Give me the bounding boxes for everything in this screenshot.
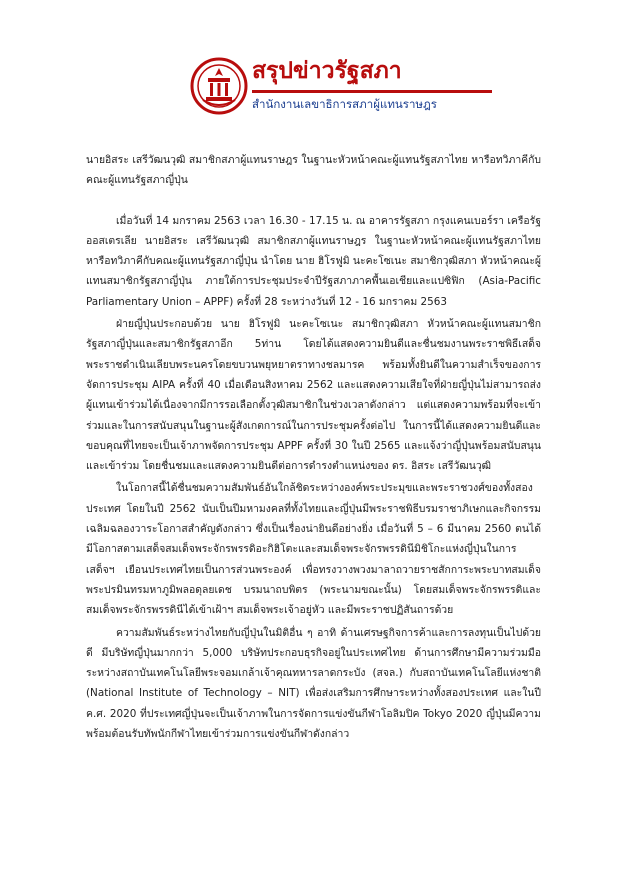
page-header xyxy=(190,56,520,118)
paragraph-4: ความสัมพันธ์ระหว่างไทยกับญี่ปุ่นในมิติอื่น ๆ อาทิ ด้านเศรษฐกิจการค้าและการลงทุนเป็นไปด้วยดี มีบริษัทญี่ปุ่นมากกว่า 5,000 บริษัทประกอบธุรกิจอยู่ในประเทศไทย ด้านการศึกษามีความร่วมมือระหว่างสถาบันเทคโนโลยีพระจอมเกล้าเจ้าคุณทหารลาดกระบัง (สจล.) กับสถาบันเทคโนโลยีแห่งชาติ (National Institute of Technology – NIT) เพื่อส่งเสริมการศึกษาระหว่างทั้งสองประเทศ และในปี ค.ศ. 2020 ที่ประเทศญี่ปุ่นจะเป็นเจ้าภาพในการจัดการแข่งขันกีฬาโอลิมปิค Tokyo 2020 ญี่ปุ่นมีความพร้อมต้อนรับทัพนักกีฬาไทยเข้าร่วมการแข่งขันกีฬาดังกล่าว xyxy=(86,626,541,741)
paragraph-1: เมื่อวันที่ 14 มกราคม 2563 เวลา 16.30 - 17.15 น. ณ อาคารรัฐสภา กรุงแคนเบอร์รา เครือรัฐออสเตรเลีย นายอิสระ เสรีวัฒนวุฒิ สมาชิกสภาผู้แทนราษฎร ในฐานะหัวหน้าคณะผู้แทนรัฐสภาไทย หารือทวิภาคีกับคณะผู้แทนรัฐสภาญี่ปุ่น นำโดย นาย ฮิโรฟูมิ นะคะโซเนะ สมาชิกวุฒิสภา หัวหน้าคณะผู้แทนสมาชิกรัฐสภาญี่ปุ่น ภายใต้การประชุมประจำปีรัฐสภาภาคพื้นเอเชียและแปซิฟิก (Asia-Pacific Parliamentary Union – APPF) ครั้งที่ 28 ระหว่างวันที่ 12 - 16 มกราคม 2563 xyxy=(86,214,541,308)
brand-title: สรุปข่าวรัฐสภา xyxy=(252,58,402,84)
brand-subtitle: สำนักงานเลขาธิการสภาผู้แทนราษฎร xyxy=(252,97,437,111)
parliament-seal-icon xyxy=(190,56,248,116)
brand-divider xyxy=(252,90,492,93)
paragraph-3: ในโอกาสนี้ได้ชื่นชมความสัมพันธ์อันใกล้ชิดระหว่างองค์พระประมุขและพระราชวงศ์ของทั้งสองประเทศ โดยในปี 2562 นับเป็นปีมหามงคลที่ทั้งไทยและญี่ปุ่นมีพระราชพิธีบรมราชาภิเษกและกิจกรรมเฉลิมฉลองวาระโอกาสสำคัญดังกล่าว ซึ่งเป็นเรื่องน่ายินดีอย่างยิ่ง เมื่อวันที่ 5 – 6 มีนาคม 2560 ตนได้มีโอกาสตามเสด็จสมเด็จพระจักรพรรดิอะกิฮิโตะและสมเด็จพระจักรพรรดินีมิชิโกะแห่งญี่ปุ่นในการเสด็จฯ เยือนประเทศไทยเป็นการส่วนพระองค์ เพื่อทรงวางพวงมาลาถวายราชสักการะพระบาทสมเด็จพระปรมินทรมหาภูมิพลอดุลยเดช บรมนาถบพิตร (พระนามขณะนั้น) โดยสมเด็จพระจักรพรรดิและสมเด็จพระจักรพรรดินีได้เข้าเฝ้าฯ สมเด็จพระเจ้าอยู่หัว และมีพระราชปฏิสันถารด้วย xyxy=(86,482,541,617)
paragraph-2: ฝ่ายญี่ปุ่นประกอบด้วย นาย ฮิโรฟูมิ นะคะโซเนะ สมาชิกวุฒิสภา หัวหน้าคณะผู้แทนสมาชิกรัฐสภาญี่ปุ่นและสมาชิกรัฐสภาอีก 5ท่าน โดยได้แสดงความยินดีและชื่นชมงานพระราชพิธีเสด็จพระราชดำเนินเลียบพระนครโดยขบวนพยุหยาตราทางชลมารค พร้อมทั้งยินดีในความสำเร็จของการจัดการประชุม AIPA ครั้งที่ 40 เมื่อเดือนสิงหาคม 2562 และแสดงความเสียใจที่ฝ่ายญี่ปุ่นไม่สามารถส่งผู้แทนเข้าร่วมได้เนื่องจากมีการรอเลือกตั้งวุฒิสมาชิกในช่วงเวลาดังกล่าว แต่แสดงความพร้อมที่จะเข้าร่วมและในการสนับสนุนในฐานะผู้สังเกตการณ์ในการประชุมครั้งต่อไป ในการนี้ได้แสดงความยินดีและขอบคุณที่ไทยจะเป็นเจ้าภาพจัดการประชุม APPF ครั้งที่ 30 ในปี 2565 และแจ้งว่าญี่ปุ่นพร้อมสนับสนุนและเข้าร่วม โดยชื่นชมและแสดงความยินดีต่อการดำรงตำแหน่งของ ดร. อิสระ เสรีวัฒนวุฒิ xyxy=(86,318,541,473)
article-headline: นายอิสระ เสรีวัฒนวุฒิ สมาชิกสภาผู้แทนราษฎร ในฐานะหัวหน้าคณะผู้แทนรัฐสภาไทย หารือทวิภาคีกับคณะผู้แทนรัฐสภาญี่ปุ่น xyxy=(86,154,541,187)
article-body xyxy=(86,150,541,746)
